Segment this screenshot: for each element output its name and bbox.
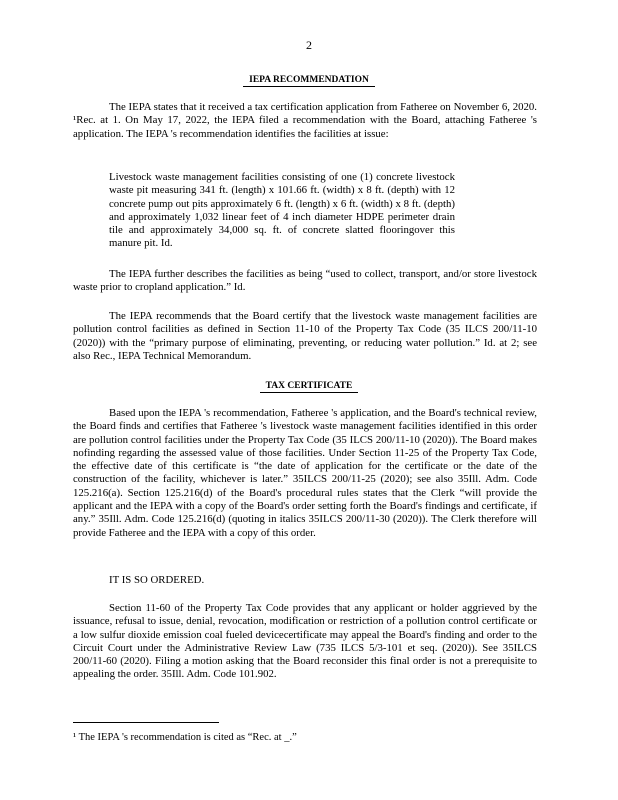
paragraph-iepa-recommends: The IEPA recommends that the Board certify that the livestock waste management facilities are pollution control facilities as defined in Section 11-10 of the Property Tax Code (35 ILCS 200/11-10 (2020)) with the “primary purpose of eliminating, preventing, or reducing water pollution.” Id. at 2; see also Rec., IEPA Technical Memorandum. [73,310,537,362]
iepa-recommendation-heading: IEPA RECOMMENDATION [0,75,618,85]
footnote: ¹ The IEPA 's recommendation is cited as “Rec. at _.” [73,732,297,743]
tax-certificate-heading: TAX CERTIFICATE [0,381,618,391]
paragraph-board-finding: Based upon the IEPA 's recommendation, Fatheree 's application, and the Board's technical review, the Board finds and certifies that Fatheree 's livestock waste management facilities identified in this order are pollution control facilities under the Property Tax Code (35 ILCS 200/11-10 (2020)). The Board makes nofinding regarding the assessed value of those facilities. Under Section 11-25 of the Property Tax Code, the effective date of this certificate is “the date of application for the certificate or the date of the construction of the facility, whichever is later.” 35ILCS 200/11-25 (2020); see also 35Ill. Adm. Code 125.216(a). Section 125.216(d) of the Board's procedural rules states that the Clerk “will provide the applicant and the IEPA with a copy of the Board's order setting forth the Board's findings and certificate, if any.” 35Ill. Adm. Code 125.216(d) (quoting in italics 35ILCS 200/11-30 (2020)). The Clerk therefore will provide Fatheree and the IEPA with a copy of this order. [73,407,537,539]
footnote-divider [73,722,219,723]
paragraph-iepa-receipt: The IEPA states that it received a tax certification application from Fatheree on November 6, 2020. ¹Rec. at 1. On May 17, 2022, the IEPA filed a recommendation with the Board, attaching Fatheree 's application. The IEPA 's recommendation identifies the facilities at issue: [73,101,537,140]
block-quote-facilities: Livestock waste management facilities consisting of one (1) concrete livestock waste pit measuring 341 ft. (length) x 101.66 ft. (width) x 8 ft. (depth) with 12 concrete pump out pits approximately 6 ft. (length) x 6 ft. (width) x 8 ft. (depth) and approximately 1,032 linear feet of 4 inch diameter HDPE perimeter drain tile and approximately 34,000 sq. ft. of concrete slatted flooringover this manure pit. Id. [109,171,455,250]
so-ordered-line: IT IS SO ORDERED. [109,574,205,586]
paragraph-iepa-describes: The IEPA further describes the facilities as being “used to collect, transport, and/or store livestock waste prior to cropland application.” Id. [73,268,537,294]
page-number: 2 [306,38,312,52]
paragraph-appeal-rights: Section 11-60 of the Property Tax Code provides that any applicant or holder aggrieved by the issuance, refusal to issue, denial, revocation, modification or restriction of a pollution control certificate or a low sulfur dioxide emission coal fueled devicecertificate may appeal the Board's finding and order to the Circuit Court under the Administrative Review Law (735 ILCS 5/3-101 et seq. (2020)). See 35ILCS 200/11-60 (2020). Filing a motion asking that the Board reconsider this final order is not a prerequisite to appealing the order. 35Ill. Adm. Code 101.902. [73,602,537,681]
